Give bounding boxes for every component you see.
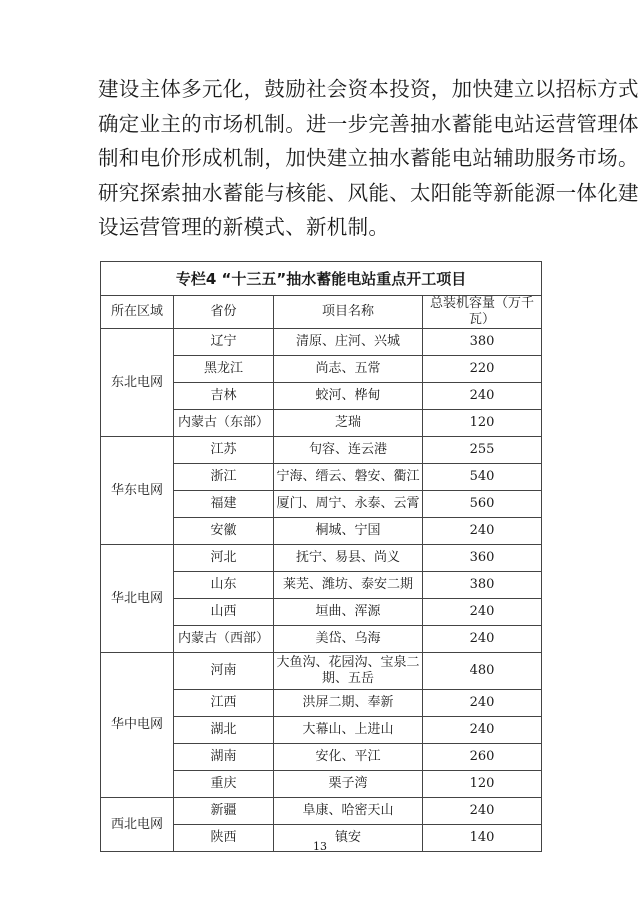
province-cell: 山东 (174, 572, 274, 599)
province-cell: 辽宁 (174, 329, 274, 356)
capacity-cell: 240 (423, 599, 542, 626)
capacity-cell: 360 (423, 545, 542, 572)
project-cell: 厦门、周宁、永泰、云霄 (274, 491, 423, 518)
capacity-cell: 240 (423, 717, 542, 744)
paragraph-line: 制和电价形成机制，加快建立抽水蓄能电站辅助服务市场。 (98, 146, 639, 170)
province-cell: 山西 (174, 599, 274, 626)
province-cell: 江苏 (174, 437, 274, 464)
project-cell: 大幕山、上进山 (274, 717, 423, 744)
province-cell: 内蒙古（西部） (174, 626, 274, 653)
project-cell: 莱芜、潍坊、泰安二期 (274, 572, 423, 599)
table-row (101, 329, 542, 356)
capacity-cell: 260 (423, 744, 542, 771)
capacity-cell: 240 (423, 518, 542, 545)
capacity-cell: 560 (423, 491, 542, 518)
column-header-province: 省份 (174, 296, 274, 329)
project-cell: 芝瑞 (274, 410, 423, 437)
region-cell: 华东电网 (101, 437, 174, 545)
capacity-cell: 540 (423, 464, 542, 491)
table-row (101, 545, 542, 572)
capacity-cell: 480 (423, 653, 542, 690)
project-cell: 阜康、哈密天山 (274, 798, 423, 825)
project-cell: 清原、庄河、兴城 (274, 329, 423, 356)
province-cell: 安徽 (174, 518, 274, 545)
province-cell: 浙江 (174, 464, 274, 491)
capacity-cell: 120 (423, 771, 542, 798)
projects-table (100, 261, 542, 852)
capacity-cell: 255 (423, 437, 542, 464)
paragraph-line: 研究探索抽水蓄能与核能、风能、太阳能等新能源一体化建 (98, 180, 639, 205)
table-row (101, 653, 542, 690)
column-header-capacity: 总装机容量（万千瓦） (423, 296, 542, 329)
project-cell: 垣曲、浑源 (274, 599, 423, 626)
project-cell: 蛟河、桦甸 (274, 383, 423, 410)
capacity-cell: 140 (423, 825, 542, 852)
province-cell: 江西 (174, 690, 274, 717)
region-cell: 华中电网 (101, 653, 174, 798)
body-paragraph (98, 72, 639, 245)
project-cell: 大鱼沟、花园沟、宝泉二期、五岳 (274, 653, 423, 690)
province-cell: 新疆 (174, 798, 274, 825)
table-row (101, 437, 542, 464)
project-cell: 尚志、五常 (274, 356, 423, 383)
paragraph-line: 建设主体多元化，鼓励社会资本投资，加快建立以招标方式 (98, 77, 639, 101)
capacity-cell: 240 (423, 626, 542, 653)
project-cell: 栗子湾 (274, 771, 423, 798)
project-cell: 镇安 (274, 825, 423, 852)
region-cell: 东北电网 (101, 329, 174, 437)
table-row (101, 798, 542, 825)
capacity-cell: 240 (423, 383, 542, 410)
capacity-cell: 380 (423, 572, 542, 599)
table-title: 专栏4 “十三五”抽水蓄能电站重点开工项目 (101, 262, 542, 296)
province-cell: 河南 (174, 653, 274, 690)
paragraph-line: 确定业主的市场机制。进一步完善抽水蓄能电站运营管理体 (98, 111, 639, 136)
project-cell: 安化、平江 (274, 744, 423, 771)
project-cell: 桐城、宁国 (274, 518, 423, 545)
page-number: 13 (313, 840, 327, 853)
province-cell: 内蒙古（东部） (174, 410, 274, 437)
province-cell: 陕西 (174, 825, 274, 852)
capacity-cell: 220 (423, 356, 542, 383)
capacity-cell: 380 (423, 329, 542, 356)
capacity-cell: 120 (423, 410, 542, 437)
project-cell: 抚宁、易县、尚义 (274, 545, 423, 572)
province-cell: 黑龙江 (174, 356, 274, 383)
project-cell: 句容、连云港 (274, 437, 423, 464)
province-cell: 湖南 (174, 744, 274, 771)
project-cell: 宁海、缙云、磐安、衢江 (274, 464, 423, 491)
column-header-region: 所在区域 (101, 296, 174, 329)
capacity-cell: 240 (423, 798, 542, 825)
province-cell: 湖北 (174, 717, 274, 744)
region-cell: 西北电网 (101, 798, 174, 852)
column-header-project: 项目名称 (274, 296, 423, 329)
province-cell: 吉林 (174, 383, 274, 410)
province-cell: 福建 (174, 491, 274, 518)
province-cell: 重庆 (174, 771, 274, 798)
province-cell: 河北 (174, 545, 274, 572)
table-body (101, 329, 542, 852)
capacity-cell: 240 (423, 690, 542, 717)
region-cell: 华北电网 (101, 545, 174, 653)
paragraph-line: 设运营管理的新模式、新机制。 (98, 215, 390, 239)
project-cell: 洪屏二期、奉新 (274, 690, 423, 717)
project-cell: 美岱、乌海 (274, 626, 423, 653)
